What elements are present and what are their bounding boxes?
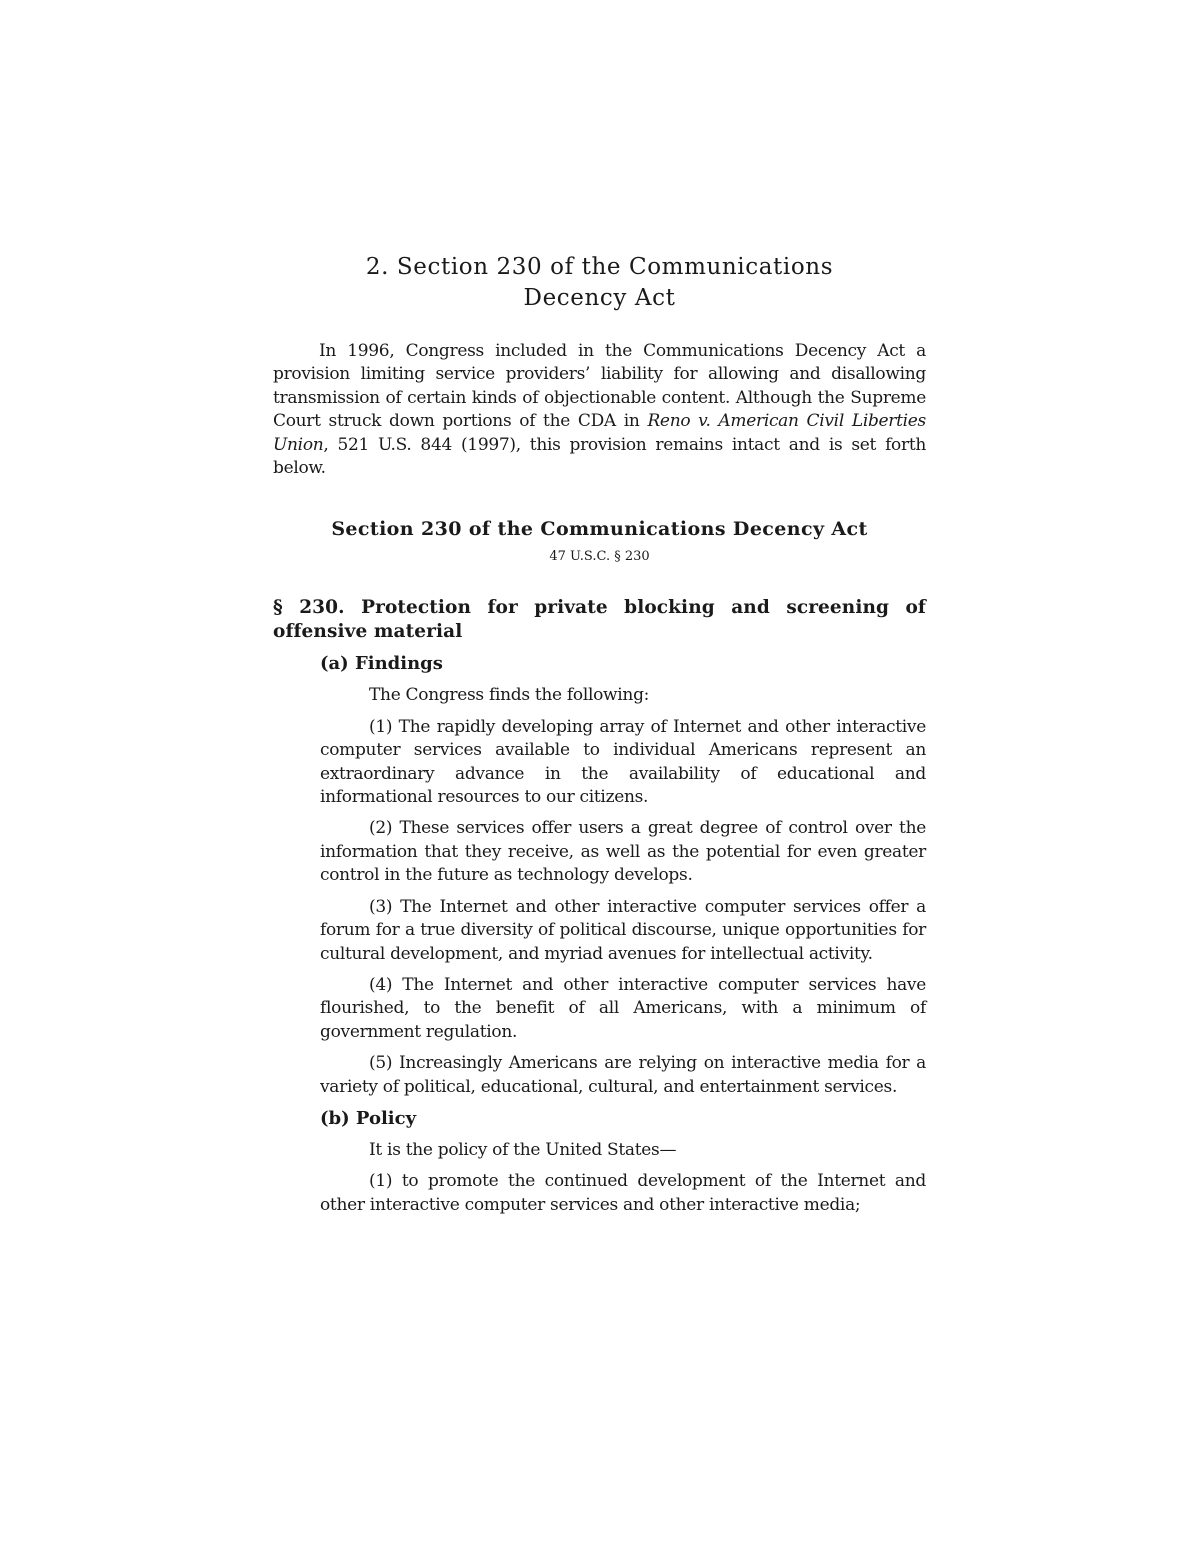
- intro-text-after: , 521 U.S. 844 (1997), this provision remains intact and is set forth below.: [273, 434, 926, 479]
- finding-item-4: (4) The Internet and other interactive computer services have flourished, to the benefit of all Americans, with a minimum of government regulation.: [320, 974, 926, 1042]
- finding-item-2: (2) These services offer users a great degree of control over the information that they receive, as well as the potential for even greater control in the future as technology develops.: [320, 818, 926, 886]
- findings-heading: (a) Findings: [320, 653, 443, 675]
- policy-heading: (b) Policy: [320, 1107, 417, 1129]
- policy-lead: It is the policy of the United States—: [369, 1139, 677, 1160]
- finding-item-5: (5) Increasingly Americans are relying on interactive media for a variety of political, educational, cultural, and entertainment services.: [320, 1053, 926, 1097]
- chapter-title-line-2: Decency Act: [523, 285, 676, 311]
- statute-citation: 47 U.S.C. § 230: [549, 549, 650, 565]
- chapter-title: [273, 252, 926, 314]
- case-name: Reno v. American Civil Liberties Union: [273, 411, 926, 455]
- statute-heading: Section 230 of the Communications Decency Act: [331, 518, 868, 541]
- statute-section-title: § 230. Protection for private blocking and screening of offensive material: [273, 597, 926, 643]
- findings-lead: The Congress finds the following:: [369, 685, 650, 706]
- chapter-title-line-1: 2. Section 230 of the Communications: [365, 254, 834, 280]
- page-content: [273, 252, 926, 1217]
- finding-item-1: (1) The rapidly developing array of Internet and other interactive computer services available to individual Americans represent an extraordinary advance in the availability of educational and informational resources to our citizens.: [320, 716, 926, 808]
- intro-paragraph: [273, 340, 926, 480]
- intro-text-before: In 1996, Congress included in the Communications Decency Act a provision limiting service providers’ liability for allowing and disallowing transmission of certain kinds of objectionable content. Although the Supreme Court struck down portions of the CDA in: [273, 341, 926, 432]
- policy-item-1: (1) to promote the continued development of the Internet and other interactive computer services and other interactive media;: [320, 1171, 926, 1215]
- finding-item-3: (3) The Internet and other interactive computer services offer a forum for a true diversity of political discourse, unique opportunities for cultural development, and myriad avenues for intellectual activity.: [320, 896, 926, 964]
